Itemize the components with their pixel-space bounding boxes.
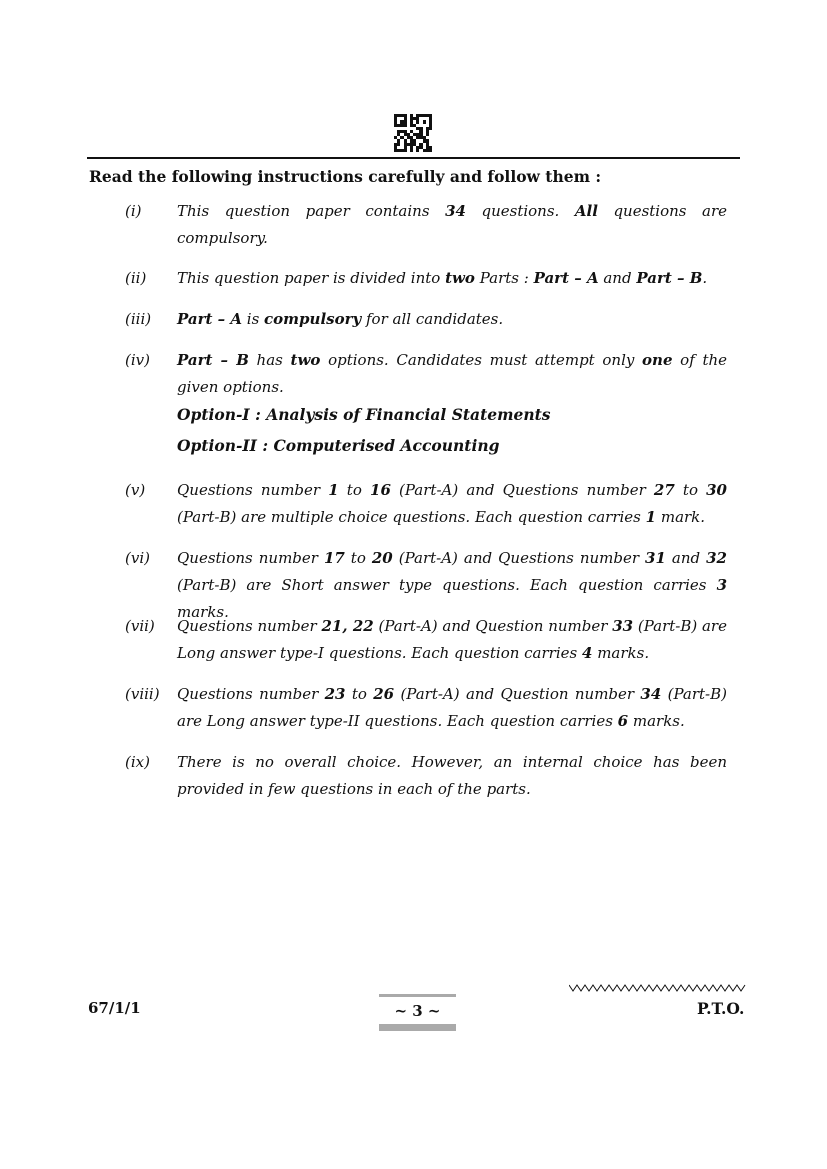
emphasis-text: two (290, 351, 321, 369)
text-segment: (Part-A) and Question number (394, 685, 641, 703)
instruction-item (125, 681, 727, 735)
item-text (177, 477, 727, 531)
text-segment: has (248, 351, 291, 369)
header-rule (87, 157, 740, 159)
instruction-item (125, 613, 727, 667)
emphasis-text: 16 (370, 481, 391, 499)
instruction-item (125, 749, 727, 803)
text-segment: for all candidates. (361, 310, 504, 328)
text-segment: questions are compulsory. (177, 202, 728, 247)
emphasis-text: 3 (716, 576, 727, 594)
emphasis-text: one (642, 351, 673, 369)
emphasis-text: compulsory (264, 310, 362, 328)
text-segment: There is no overall choice. However, an internal choice has been provided in few questions in each of the parts. (177, 753, 727, 798)
emphasis-text: 1 (328, 481, 339, 499)
text-segment: options. Candidates must attempt only (320, 351, 643, 369)
wavy-line (569, 983, 747, 993)
emphasis-text: 32 (706, 549, 727, 567)
emphasis-text: 34 (640, 685, 662, 703)
item-number: (v) (125, 481, 146, 499)
instruction-item (125, 265, 727, 292)
qr-code (394, 114, 432, 152)
option-2: Option-II : Computerised Accounting (177, 436, 500, 455)
item-number: (viii) (125, 685, 160, 703)
item-number: (ix) (125, 753, 150, 771)
item-text (177, 681, 727, 735)
item-number: (vii) (125, 617, 155, 635)
emphasis-text: 6 (617, 712, 629, 730)
instructions-heading: Read the following instructions carefully and follow them : (89, 167, 602, 186)
text-segment: marks. (592, 644, 650, 662)
item-text (177, 347, 727, 401)
text-segment: . (702, 269, 708, 287)
text-segment: mark. (656, 508, 706, 526)
pto-label: P.T.O. (697, 999, 745, 1018)
text-segment: (Part-A) and Questions number (390, 481, 654, 499)
instruction-item (125, 198, 727, 252)
emphasis-text: 26 (373, 685, 395, 703)
item-number: (iv) (125, 351, 150, 369)
emphasis-text: 20 (371, 549, 393, 567)
page-number-box (379, 994, 456, 1031)
emphasis-text: Part – B (636, 269, 703, 287)
text-segment: (Part-B) are Short answer type questions. Each question carries (177, 576, 717, 594)
item-text (177, 613, 727, 667)
text-segment: to (674, 481, 707, 499)
emphasis-text: 23 (324, 685, 346, 703)
text-segment: marks. (177, 603, 229, 621)
text-segment: (Part-B) are multiple choice questions. Each question carries (177, 508, 646, 526)
text-segment: to (338, 481, 371, 499)
item-number: (i) (125, 202, 142, 220)
text-segment: and (598, 269, 637, 287)
item-text (177, 749, 727, 803)
emphasis-text: 34 (445, 202, 466, 220)
item-number: (vi) (125, 549, 150, 567)
option-1: Option-I : Analysis of Financial Statements (177, 405, 551, 424)
text-segment: is (242, 310, 265, 328)
text-segment: This question paper contains (177, 202, 446, 220)
emphasis-text: 33 (612, 617, 634, 635)
text-segment: Questions number (177, 481, 329, 499)
page-number: ~ 3 ~ (394, 1002, 441, 1020)
text-segment: (Part-B) are Long answer type-I questions. Each question carries (177, 617, 727, 662)
emphasis-text: 4 (581, 644, 593, 662)
text-segment: Questions number (177, 549, 324, 567)
instruction-item (125, 347, 727, 401)
text-segment: to (345, 685, 374, 703)
emphasis-text: Part – B (177, 351, 249, 369)
emphasis-text: two (445, 269, 475, 287)
emphasis-text: Part – A (533, 269, 599, 287)
text-segment: (Part-B) are Long answer type-II questions. Each question carries (177, 685, 727, 730)
emphasis-text: 17 (323, 549, 345, 567)
text-segment: Parts : (474, 269, 534, 287)
item-text (177, 198, 727, 252)
instruction-item (125, 306, 727, 333)
emphasis-text: All (574, 202, 598, 220)
emphasis-text: 30 (706, 481, 727, 499)
text-segment: marks. (628, 712, 685, 730)
text-segment: (Part-A) and Question number (373, 617, 613, 635)
text-segment: Questions number (177, 617, 322, 635)
instruction-item (125, 477, 727, 531)
text-segment: of the given options. (177, 351, 728, 396)
text-segment: This question paper is divided into (177, 269, 446, 287)
item-number: (iii) (125, 310, 152, 328)
emphasis-text: 27 (653, 481, 675, 499)
item-number: (ii) (125, 269, 147, 287)
item-text (177, 306, 727, 333)
emphasis-text: 31 (645, 549, 666, 567)
paper-code: 67/1/1 (88, 999, 141, 1017)
text-segment: questions. (465, 202, 575, 220)
text-segment: to (344, 549, 372, 567)
emphasis-text: 21, 22 (321, 617, 374, 635)
emphasis-text: Part – A (177, 310, 243, 328)
emphasis-text: 1 (645, 508, 657, 526)
text-segment: Questions number (177, 685, 325, 703)
text-segment: and (665, 549, 707, 567)
text-segment: (Part-A) and Questions number (392, 549, 646, 567)
item-text (177, 265, 727, 292)
